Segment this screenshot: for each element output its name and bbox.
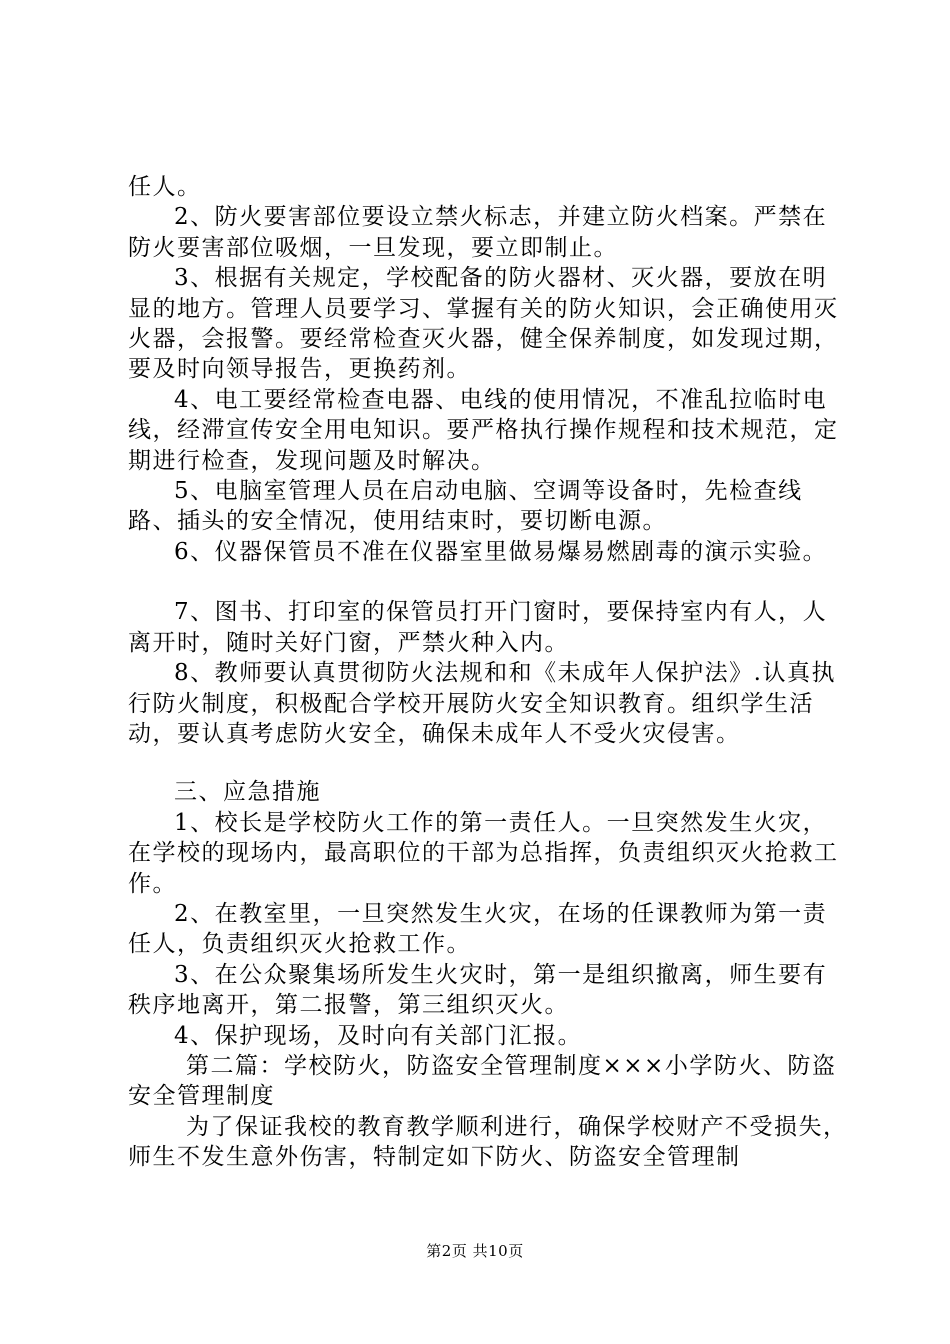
paragraph-item-7: 7、图书、打印室的保管员打开门窗时，要保持室内有人，人离开时，随时关好门窗，严禁火种入内。 [128,599,828,656]
emergency-item-4: 4、保护现场，及时向有关部门汇报。 [174,1022,583,1049]
emergency-item-1: 1、校长是学校防火工作的第一责任人。一旦突然发生火灾，在学校的现场内，最高职位的干部为总指挥，负责组织灭火抢救工作。 [128,809,839,897]
paragraph-item-2: 2、防火要害部位要设立禁火标志，并建立防火档案。严禁在防火要害部位吸烟，一旦发现，要立即制止。 [128,204,828,261]
paragraph-continuation: 任人。 [128,174,202,200]
part-two-title: 第二篇：学校防火，防盗安全管理制度×××小学防火、防盗安全管理制度 [128,1052,837,1110]
part-two-intro: 为了保证我校的教育教学顺利进行，确保学校财产不受损失，师生不发生意外伤害，特制定如下防火、防盗安全管理制 [128,1113,848,1171]
paragraph-item-4: 4、电工要经常检查电器、电线的使用情况，不准乱拉临时电线，经滞宣传安全用电知识。要严格执行操作规程和技术规范，定期进行检查，发现问题及时解决。 [128,386,839,474]
emergency-item-2: 2、在教室里，一旦突然发生火灾，在场的任课教师为第一责任人，负责组织灭火抢救工作。 [128,900,828,958]
page-footer: 第2页 共10页 [426,1242,524,1260]
paragraph-item-8: 8、教师要认真贯彻防火法规和和《未成年人保护法》.认真执行防火制度，积极配合学校开展防火安全知识教育。组织学生活动，要认真考虑防火安全，确保未成年人不受火灾侵害。 [128,660,836,747]
paragraph-item-3: 3、根据有关规定，学校配备的防火器材、灭火器，要放在明显的地方。管理人员要学习、掌握有关的防火知识，会正确使用灭火器，会报警。要经常检查灭火器，健全保养制度，如发现过期，要及时向领导报告，更换药剂。 [128,265,839,383]
document-body [128,172,850,1173]
paragraph-item-5: 5、电脑室管理人员在启动电脑、空调等设备时，先检查线路、插头的安全情况，使用结束时，要切断电源。 [128,478,803,535]
paragraph-item-6: 6、仪器保管员不准在仪器室里做易爆易燃剧毒的演示实验。 [174,538,828,565]
section-heading-emergency: 三、应急措施 [174,779,321,806]
emergency-item-3: 3、在公众聚集场所发生火灾时，第一是组织撤离，师生要有秩序地离开，第二报警，第三组织灭火。 [128,961,828,1019]
